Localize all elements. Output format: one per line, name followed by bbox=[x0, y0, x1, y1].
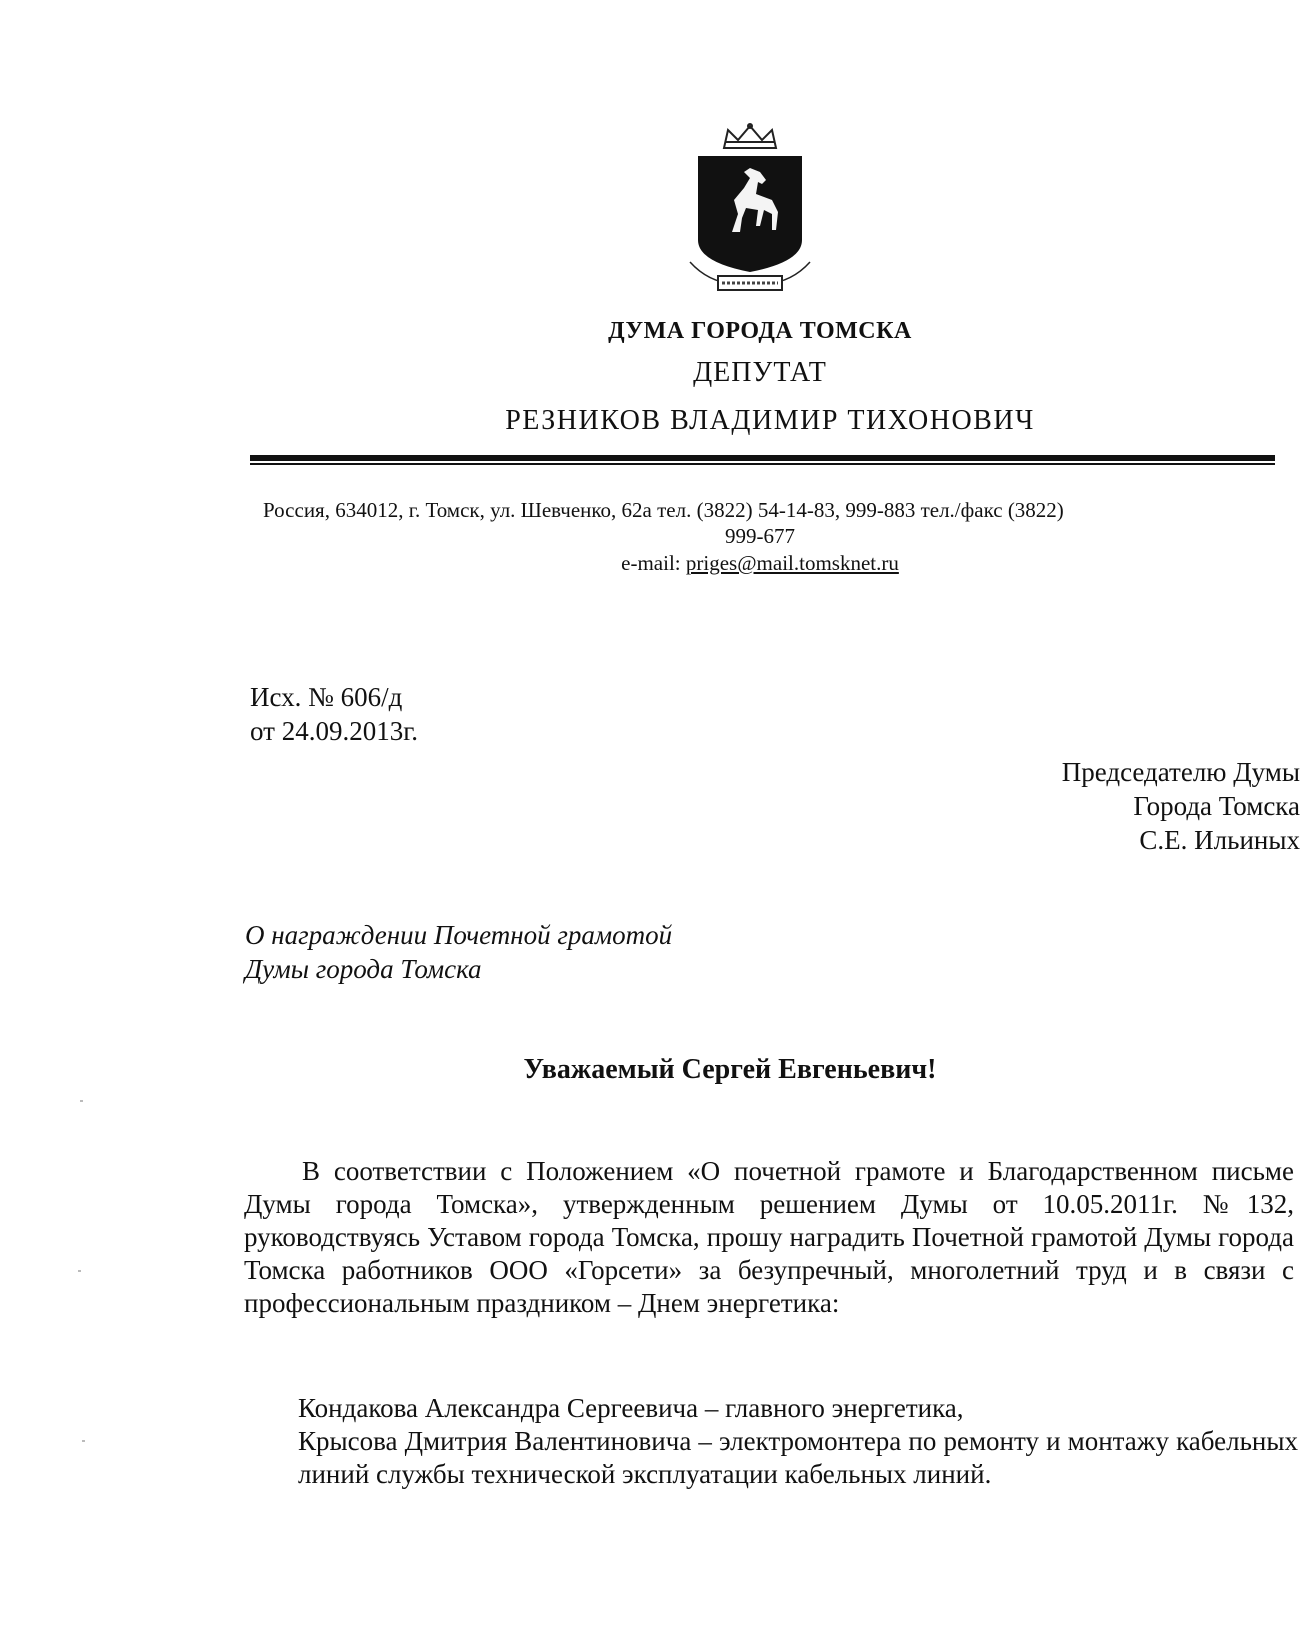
addressee-block bbox=[880, 755, 1300, 857]
addressee-line-2: Города Томска bbox=[1133, 791, 1300, 821]
email-label: e-mail: bbox=[621, 551, 681, 575]
outgoing-number: Исх. № 606/д bbox=[250, 682, 403, 712]
tomsk-coat-of-arms-icon bbox=[688, 122, 812, 302]
contact-fax-line: 999-677 bbox=[725, 524, 795, 548]
scan-speck bbox=[82, 1440, 85, 1442]
addressee-line-3: С.Е. Ильиных bbox=[1139, 825, 1300, 855]
email-link[interactable]: priges@mail.tomsknet.ru bbox=[685, 551, 899, 575]
subject-line-2: Думы города Томска bbox=[245, 954, 482, 984]
email-line bbox=[560, 551, 960, 576]
scan-speck bbox=[78, 1270, 81, 1272]
organization-name: ДУМА ГОРОДА ТОМСКА bbox=[608, 318, 912, 344]
addressee-line-1: Председателю Думы bbox=[1061, 757, 1300, 787]
body-text: В соответствии с Положением «О почетной грамоте и Благодарственном письме Думы города Томска», утвержденным решением Думы от 10.05.2011г. №132, руководствуясь Уставом города Томска, прошу наградить Почетной грамотой Думы города Томска работников ООО «Горсети» за безупречный, многолетний труд и в связи с профессиональным праздником – Днем энергетика: bbox=[244, 1156, 1294, 1318]
header-divider-thick bbox=[250, 455, 1275, 461]
subject-line-1: О награждении Почетной грамотой bbox=[245, 920, 673, 950]
letter-subject bbox=[245, 918, 672, 986]
scan-speck bbox=[80, 1100, 83, 1102]
outgoing-reference bbox=[250, 680, 418, 748]
nominee-item-1: Кондакова Александра Сергеевича – главного энергетика, bbox=[298, 1393, 964, 1423]
header-divider-thin bbox=[250, 463, 1275, 465]
nominee-list bbox=[298, 1392, 1298, 1491]
deputy-role: ДЕПУТАТ bbox=[693, 357, 827, 388]
greeting: Уважаемый Сергей Евгеньевич! bbox=[523, 1054, 937, 1085]
deputy-name: РЕЗНИКОВ ВЛАДИМИР ТИХОНОВИЧ bbox=[505, 405, 1035, 436]
contact-address-line: Россия, 634012, г. Томск, ул. Шевченко, 62а тел. (3822) 54-14-83, 999-883 тел./факс (3822) bbox=[263, 498, 1064, 522]
nominee-item-2: Крысова Дмитрия Валентиновича – электромонтера по ремонту и монтажу кабельных линий службы технической эксплуатации кабельных линий. bbox=[298, 1426, 1298, 1489]
outgoing-date: от 24.09.2013г. bbox=[250, 716, 418, 746]
letter-body bbox=[244, 1155, 1294, 1320]
